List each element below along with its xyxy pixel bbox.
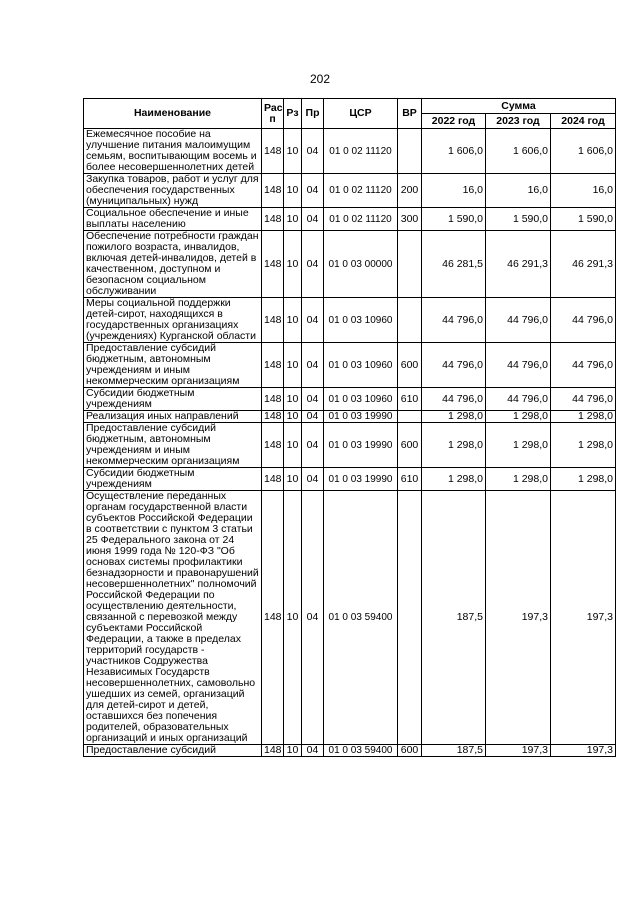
row-2022: 1 606,0 xyxy=(422,129,486,174)
row-csr: 01 0 03 59400 xyxy=(324,745,398,757)
row-rasp: 148 xyxy=(262,423,284,468)
row-rz: 10 xyxy=(284,174,302,208)
row-name: Предоставление субсидий xyxy=(84,745,262,757)
table-row xyxy=(84,468,616,491)
row-rasp: 148 xyxy=(262,388,284,411)
row-vr: 610 xyxy=(398,468,422,491)
row-2023: 16,0 xyxy=(486,174,551,208)
row-csr: 01 0 03 10960 xyxy=(324,343,398,388)
row-2024: 1 590,0 xyxy=(551,208,616,231)
row-name: Закупка товаров, работ и услуг для обеспечения государственных (муниципальных) нужд xyxy=(84,174,262,208)
budget-table xyxy=(83,98,616,757)
table-row xyxy=(84,411,616,423)
row-csr: 01 0 03 19990 xyxy=(324,411,398,423)
row-2022: 16,0 xyxy=(422,174,486,208)
row-name: Предоставление субсидий бюджетным, автономным учреждениям и иным некоммерческим организациям xyxy=(84,423,262,468)
row-pr: 04 xyxy=(302,491,324,745)
row-vr: 200 xyxy=(398,174,422,208)
row-pr: 04 xyxy=(302,174,324,208)
row-name: Осуществление переданных органам государственной власти субъектов Российской Федерации в соответствии с пунктом 3 статьи 25 Федерального закона от 24 июня 1999 года № 120-ФЗ "Об основах системы профилактики безнадзорности и правонарушений несовершеннолетних" полномочий Российской Федерации по осуществлению деятельности, связанной с перевозкой между субъектами Российской Федерации, а также в пределах территорий государств - участников Содружества Независимых Государств несовершеннолетних, самовольно ушедших из семей, организаций для детей-сирот и детей, оставшихся без попечения родителей, образовательных организаций и иных организаций xyxy=(84,491,262,745)
row-vr xyxy=(398,411,422,423)
row-csr: 01 0 02 11120 xyxy=(324,208,398,231)
header-sum: Сумма xyxy=(422,99,616,114)
row-2024: 44 796,0 xyxy=(551,388,616,411)
header-rz: Рз xyxy=(284,99,302,129)
header-year-2022: 2022 год xyxy=(422,114,486,129)
row-2023: 197,3 xyxy=(486,745,551,757)
table-row xyxy=(84,491,616,745)
row-2022: 1 590,0 xyxy=(422,208,486,231)
row-2023: 1 298,0 xyxy=(486,423,551,468)
table-body xyxy=(84,129,616,757)
row-name: Субсидии бюджетным учреждениям xyxy=(84,388,262,411)
row-2024: 1 298,0 xyxy=(551,423,616,468)
row-csr: 01 0 03 59400 xyxy=(324,491,398,745)
row-rasp: 148 xyxy=(262,208,284,231)
row-rz: 10 xyxy=(284,423,302,468)
row-2024: 1 298,0 xyxy=(551,411,616,423)
row-2023: 1 298,0 xyxy=(486,468,551,491)
table-row xyxy=(84,208,616,231)
row-csr: 01 0 03 00000 xyxy=(324,231,398,298)
row-2023: 1 606,0 xyxy=(486,129,551,174)
table-row xyxy=(84,423,616,468)
row-2023: 1 298,0 xyxy=(486,411,551,423)
row-pr: 04 xyxy=(302,388,324,411)
row-name: Обеспечение потребности граждан пожилого возраста, инвалидов, включая детей-инвалидов, детей в качественном, доступном и безопасном социальном обслуживании xyxy=(84,231,262,298)
row-csr: 01 0 03 10960 xyxy=(324,298,398,343)
row-csr: 01 0 02 11120 xyxy=(324,174,398,208)
row-vr: 600 xyxy=(398,745,422,757)
row-csr: 01 0 03 19990 xyxy=(324,423,398,468)
row-pr: 04 xyxy=(302,298,324,343)
row-pr: 04 xyxy=(302,745,324,757)
row-rasp: 148 xyxy=(262,231,284,298)
row-pr: 04 xyxy=(302,129,324,174)
row-2024: 44 796,0 xyxy=(551,343,616,388)
row-rasp: 148 xyxy=(262,491,284,745)
row-name: Субсидии бюджетным учреждениям xyxy=(84,468,262,491)
row-pr: 04 xyxy=(302,423,324,468)
row-rz: 10 xyxy=(284,343,302,388)
row-2023: 1 590,0 xyxy=(486,208,551,231)
page-number: 202 xyxy=(309,72,331,86)
row-vr xyxy=(398,231,422,298)
row-2024: 197,3 xyxy=(551,491,616,745)
row-pr: 04 xyxy=(302,343,324,388)
header-row xyxy=(84,99,616,114)
row-pr: 04 xyxy=(302,468,324,491)
row-rz: 10 xyxy=(284,231,302,298)
row-2022: 46 281,5 xyxy=(422,231,486,298)
row-2023: 44 796,0 xyxy=(486,298,551,343)
row-vr: 600 xyxy=(398,423,422,468)
row-name: Реализация иных направлений xyxy=(84,411,262,423)
header-vr: ВР xyxy=(398,99,422,129)
row-csr: 01 0 03 19990 xyxy=(324,468,398,491)
table-row xyxy=(84,174,616,208)
row-pr: 04 xyxy=(302,208,324,231)
row-2022: 44 796,0 xyxy=(422,343,486,388)
table-row xyxy=(84,343,616,388)
header-year-2024: 2024 год xyxy=(551,114,616,129)
row-vr: 600 xyxy=(398,343,422,388)
table-row xyxy=(84,745,616,757)
header-year-2023: 2023 год xyxy=(486,114,551,129)
row-vr: 300 xyxy=(398,208,422,231)
row-pr: 04 xyxy=(302,411,324,423)
row-rasp: 148 xyxy=(262,343,284,388)
row-rasp: 148 xyxy=(262,129,284,174)
row-2023: 44 796,0 xyxy=(486,388,551,411)
row-2024: 16,0 xyxy=(551,174,616,208)
row-rz: 10 xyxy=(284,468,302,491)
row-2024: 46 291,3 xyxy=(551,231,616,298)
row-2023: 197,3 xyxy=(486,491,551,745)
row-name: Ежемесячное пособие на улучшение питания малоимущим семьям, воспитывающим восемь и более несовершеннолетних детей xyxy=(84,129,262,174)
header-rasp: Рас п xyxy=(262,99,284,129)
row-rz: 10 xyxy=(284,388,302,411)
row-rasp: 148 xyxy=(262,468,284,491)
row-2022: 187,5 xyxy=(422,745,486,757)
table-row xyxy=(84,129,616,174)
table-row xyxy=(84,298,616,343)
row-rasp: 148 xyxy=(262,745,284,757)
row-rz: 10 xyxy=(284,411,302,423)
row-2022: 1 298,0 xyxy=(422,468,486,491)
row-pr: 04 xyxy=(302,231,324,298)
row-rz: 10 xyxy=(284,491,302,745)
row-2022: 187,5 xyxy=(422,491,486,745)
row-rz: 10 xyxy=(284,745,302,757)
row-csr: 01 0 03 10960 xyxy=(324,388,398,411)
row-rasp: 148 xyxy=(262,298,284,343)
row-rz: 10 xyxy=(284,208,302,231)
row-rz: 10 xyxy=(284,129,302,174)
row-rz: 10 xyxy=(284,298,302,343)
row-csr: 01 0 02 11120 xyxy=(324,129,398,174)
row-vr xyxy=(398,129,422,174)
row-2022: 44 796,0 xyxy=(422,298,486,343)
header-csr: ЦСР xyxy=(324,99,398,129)
row-2023: 46 291,3 xyxy=(486,231,551,298)
row-2024: 197,3 xyxy=(551,745,616,757)
header-name: Наименование xyxy=(84,99,262,129)
row-2024: 1 606,0 xyxy=(551,129,616,174)
row-name: Социальное обеспечение и иные выплаты населению xyxy=(84,208,262,231)
row-2023: 44 796,0 xyxy=(486,343,551,388)
row-rasp: 148 xyxy=(262,174,284,208)
table-row xyxy=(84,388,616,411)
row-rasp: 148 xyxy=(262,411,284,423)
row-vr: 610 xyxy=(398,388,422,411)
row-2022: 44 796,0 xyxy=(422,388,486,411)
table-row xyxy=(84,231,616,298)
row-name: Предоставление субсидий бюджетным, автономным учреждениям и иным некоммерческим организациям xyxy=(84,343,262,388)
row-2024: 1 298,0 xyxy=(551,468,616,491)
row-2022: 1 298,0 xyxy=(422,423,486,468)
row-name: Меры социальной поддержки детей-сирот, находящихся в государственных организациях (учреждениях) Курганской области xyxy=(84,298,262,343)
row-vr xyxy=(398,491,422,745)
header-pr: Пр xyxy=(302,99,324,129)
row-vr xyxy=(398,298,422,343)
row-2024: 44 796,0 xyxy=(551,298,616,343)
row-2022: 1 298,0 xyxy=(422,411,486,423)
